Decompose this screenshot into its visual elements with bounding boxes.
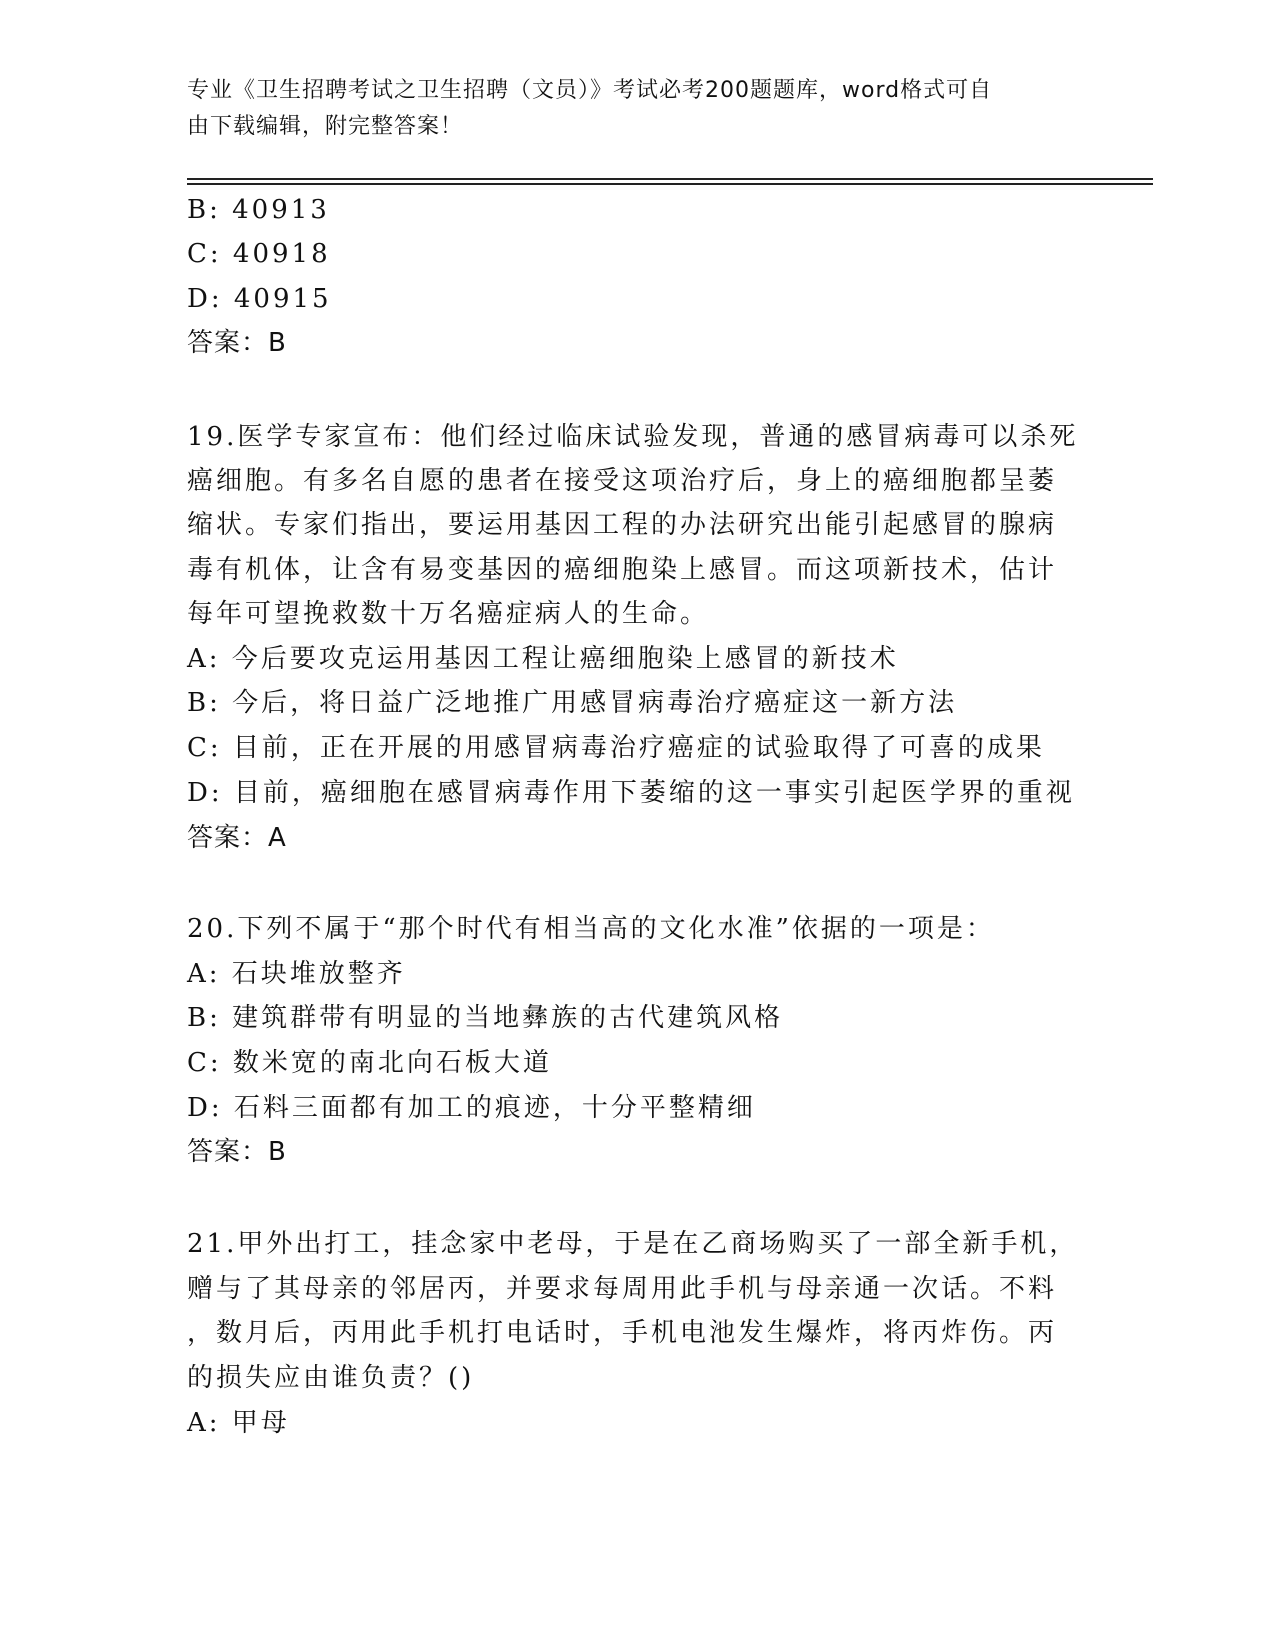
q19-option-c: C: 目前，正在开展的用感冒病毒治疗癌症的试验取得了可喜的成果 <box>187 733 1045 763</box>
q19-stem-line-4: 毒有机体，让含有易变基因的癌细胞染上感冒。而这项新技术，估计 <box>187 555 1058 585</box>
q21-stem-line-4: 的损失应由谁负责？() <box>187 1363 475 1393</box>
header-divider-bottom <box>187 183 1153 185</box>
q20-answer: 答案：B <box>187 1137 287 1167</box>
q18-option-c: C: 40918 <box>187 239 331 269</box>
q21-option-a: A: 甲母 <box>187 1408 290 1438</box>
q19-stem-line-3: 缩状。专家们指出，要运用基因工程的办法研究出能引起感冒的腺病 <box>187 510 1058 540</box>
q18-option-b: B: 40913 <box>187 195 330 225</box>
q19-stem-line-5: 每年可望挽救数十万名癌症病人的生命。 <box>187 599 710 629</box>
q19-stem-line-1: 19.医学专家宣布：他们经过临床试验发现，普通的感冒病毒可以杀死 <box>187 422 1079 452</box>
header-line-1: 专业《卫生招聘考试之卫生招聘（文员）》考试必考200题题库，word格式可自 <box>187 78 993 103</box>
q18-answer: 答案：B <box>187 328 287 358</box>
q19-option-a: A: 今后要攻克运用基因工程让癌细胞染上感冒的新技术 <box>187 644 899 674</box>
q19-option-d: D: 目前，癌细胞在感冒病毒作用下萎缩的这一事实引起医学界的重视 <box>187 778 1075 808</box>
q20-option-b: B: 建筑群带有明显的当地彝族的古代建筑风格 <box>187 1003 784 1033</box>
q18-option-d: D: 40915 <box>187 284 332 314</box>
q19-stem-line-2: 癌细胞。有多名自愿的患者在接受这项治疗后，身上的癌细胞都呈萎 <box>187 466 1058 496</box>
q20-option-c: C: 数米宽的南北向石板大道 <box>187 1048 552 1078</box>
header-divider-top <box>187 178 1153 180</box>
q21-stem-line-1: 21.甲外出打工，挂念家中老母，于是在乙商场购买了一部全新手机， <box>187 1229 1079 1259</box>
document-header <box>187 73 1067 145</box>
q20-option-d: D: 石料三面都有加工的痕迹，十分平整精细 <box>187 1093 756 1123</box>
q21-stem-line-3: ，数月后，丙用此手机打电话时，手机电池发生爆炸，将丙炸伤。丙 <box>187 1318 1058 1348</box>
q19-answer: 答案：A <box>187 823 287 853</box>
q20-stem: 20.下列不属于“那个时代有相当高的文化水准”依据的一项是： <box>187 914 995 944</box>
q19-option-b: B: 今后，将日益广泛地推广用感冒病毒治疗癌症这一新方法 <box>187 688 958 718</box>
q21-stem-line-2: 赠与了其母亲的邻居丙，并要求每周用此手机与母亲通一次话。不料 <box>187 1274 1058 1304</box>
q20-option-a: A: 石块堆放整齐 <box>187 959 406 989</box>
header-line-2: 由下载编辑，附完整答案！ <box>187 114 464 139</box>
